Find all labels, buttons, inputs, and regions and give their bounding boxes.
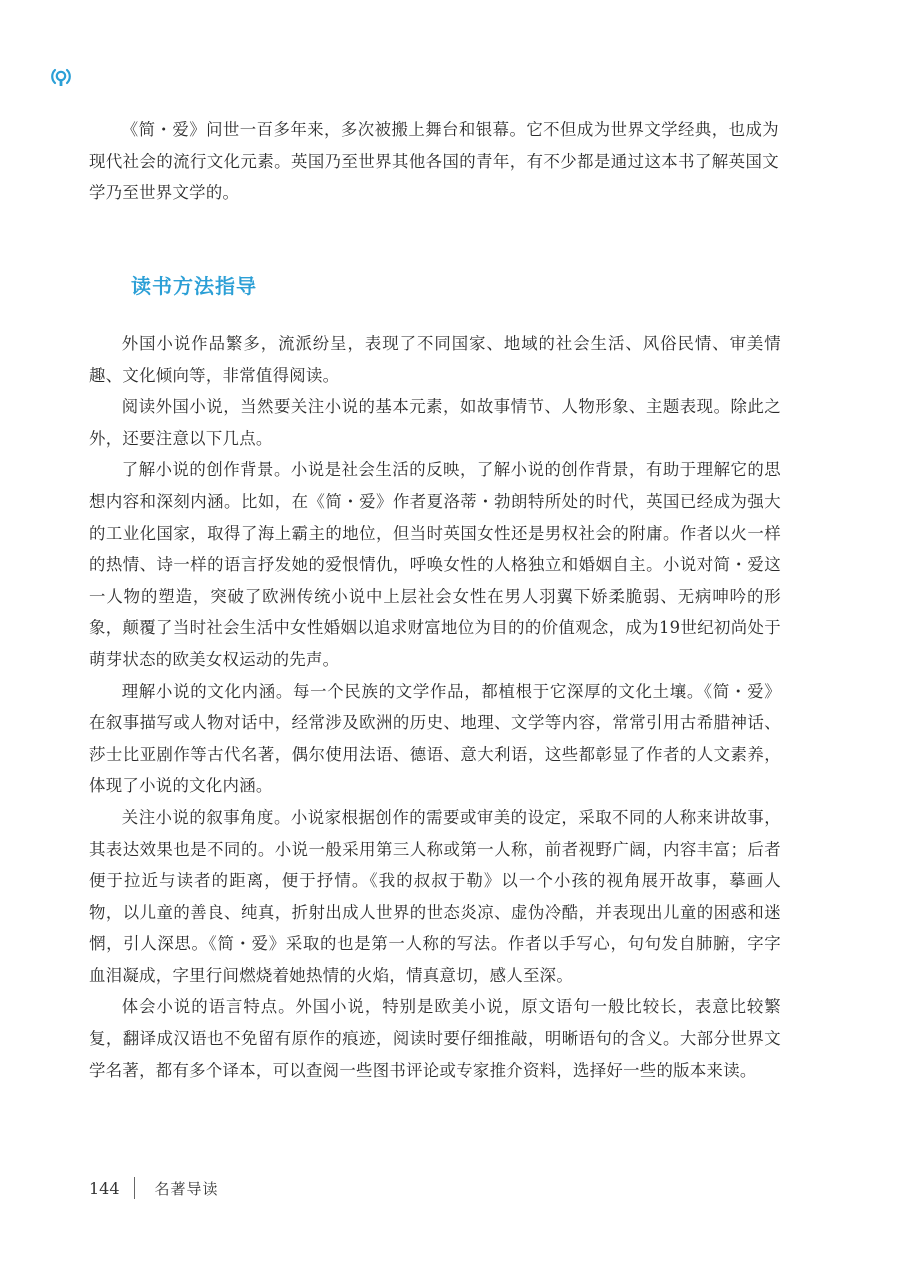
page-number: 144 <box>89 1178 120 1198</box>
guide-paragraph: 了解小说的创作背景。小说是社会生活的反映，了解小说的创作背景，有助于理解它的思想内容和深刻内涵。比如，在《简・爱》作者夏洛蒂・勃朗特所处的时代，英国已经成为强大的工业化国家，取得了海上霸主的地位，但当时英国女性还是男权社会的附庸。作者以火一样的热情、诗一样的语言抒发她的爱恨情仇，呼唤女性的人格独立和婚姻自主。小说对简・爱这一人物的塑造，突破了欧洲传统小说中上层社会女性在男人羽翼下娇柔脆弱、无病呻吟的形象，颠覆了当时社会生活中女性婚姻以追求财富地位为目的的价值观念，成为19世纪初尚处于萌芽状态的欧美女权运动的先声。 <box>89 460 781 669</box>
guide-paragraph: 关注小说的叙事角度。小说家根据创作的需要或审美的设定，采取不同的人称来讲故事，其表达效果也是不同的。小说一般采用第三人称或第一人称，前者视野广阔，内容丰富；后者便于拉近与读者的距离，便于抒情。《我的叔叔于勒》以一个小孩的视角展开故事，摹画人物，以儿童的善良、纯真，折射出成人世界的世态炎凉、虚伪冷酷，并表现出儿童的困惑和迷惘，引人深思。《简・爱》采取的也是第一人称的写法。作者以手写心，句句发自肺腑，字字血泪凝成，字里行间燃烧着她热情的火焰，情真意切，感人至深。 <box>89 807 781 985</box>
intro-section <box>89 114 779 209</box>
guide-paragraph: 理解小说的文化内涵。每一个民族的文学作品，都植根于它深厚的文化土壤。《简・爱》在叙事描写或人物对话中，经常涉及欧洲的历史、地理、文学等内容，常常引用古希腊神话、莎士比亚剧作等古代名著，偶尔使用法语、德语、意大利语，这些都彰显了作者的人文素养，体现了小说的文化内涵。 <box>89 681 781 796</box>
broadcast-icon <box>50 66 72 88</box>
guide-paragraph: 外国小说作品繁多，流派纷呈，表现了不同国家、地域的社会生活、风俗民情、审美情趣、文化倾向等，非常值得阅读。 <box>89 334 781 385</box>
section-title: 读书方法指导 <box>131 274 257 298</box>
intro-paragraph: 《简・爱》问世一百多年来，多次被搬上舞台和银幕。它不但成为世界文学经典，也成为现代社会的流行文化元素。英国乃至世界其他各国的青年，有不少都是通过这本书了解英国文学乃至世界文学的。 <box>89 120 779 203</box>
book-title: 名著导读 <box>154 1179 219 1198</box>
guide-paragraph: 阅读外国小说，当然要关注小说的基本元素，如故事情节、人物形象、主题表现。除此之外，还要注意以下几点。 <box>89 397 781 448</box>
footer-divider <box>134 1177 135 1199</box>
page-footer <box>89 1176 219 1200</box>
guide-paragraph: 体会小说的语言特点。外国小说，特别是欧美小说，原文语句一般比较长，表意比较繁复，翻译成汉语也不免留有原作的痕迹，阅读时要仔细推敲，明晰语句的含义。大部分世界文学名著，都有多个译本，可以查阅一些图书评论或专家推介资料，选择好一些的版本来读。 <box>89 997 781 1080</box>
guide-body <box>89 328 781 1086</box>
